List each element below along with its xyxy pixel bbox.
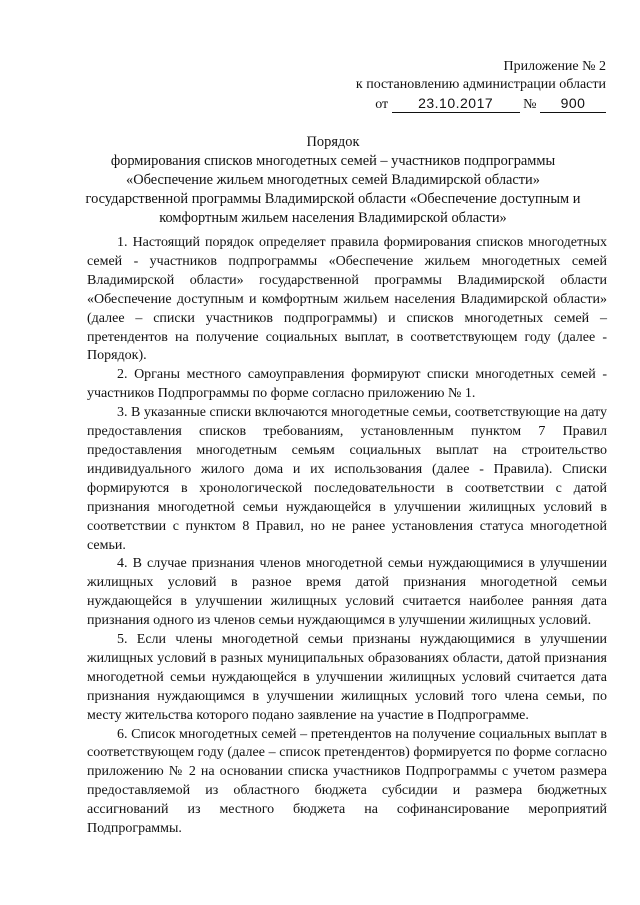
document-body: [87, 234, 607, 839]
paragraph-6: 6. Список многодетных семей – претендентов на получение социальных выплат в соответствующем году (далее – список претендентов) формируется по форме согласно приложению № 2 на основании списка участников Подпрограммы с учетом размера предоставляемой из областного бюджета субсидии и размера бюджетных ассигнований из местного бюджета на софинансирование мероприятий Подпрограммы.: [87, 726, 607, 837]
paragraph-3: 3. В указанные списки включаются многодетные семьи, соответствующие на дату предоставления списков требованиям, установленным пунктом 7 Правил предоставления многодетным семьям социальных выплат на строительство индивидуального жилого дома и их использования (далее - Правила). Списки формируются в хронологической последовательности в соответствии с датой признания многодетной семьи нуждающейся в улучшении жилищных условий в соответствии с пунктом 8 Правил, но не ранее установления статуса многодетной семьи.: [87, 405, 607, 553]
title-line-4: государственной программы Владимирской области «Обеспечение доступным и: [85, 191, 581, 207]
date-prefix: от: [375, 97, 389, 112]
date-number-line: [356, 94, 606, 114]
title-line-3: «Обеспечение жильем многодетных семей Владимирской области»: [126, 172, 540, 188]
paragraph-1: 1. Настоящий порядок определяет правила формирования списков многодетных семей - участников подпрограммы «Обеспечение жильем многодетных семей Владимирской области» государственной программы Владимирской области «Обеспечение доступным и комфортным жильем населения Владимирской области» (далее – списки участников подпрограммы) и списков многодетных семей – претендентов на получение социальных выплат, в соответствующем году (далее - Порядок).: [87, 235, 607, 364]
appendix-header: [356, 58, 606, 114]
title-line-5: комфортным жильем населения Владимирской области»: [159, 210, 507, 226]
paragraph-4: 4. В случае признания членов многодетной семьи нуждающимися в улучшении жилищных условий в разное время датой признания многодетной семьи нуждающейся в улучшении жилищных условий считается наиболее ранняя дата признания одного из членов семьи нуждающимся в улучшении жилищных условий.: [87, 556, 607, 629]
paragraph-5: 5. Если члены многодетной семьи признаны нуждающимися в улучшении жилищных условий в разных муниципальных образованиях области, датой признания многодетной семьи нуждающейся в улучшении жилищных условий считается дата признания нуждающимся в улучшении жилищных условий того члена семьи, по месту жительства которого подано заявление на участие в Подпрограмме.: [87, 632, 607, 723]
paragraph-2: 2. Органы местного самоуправления формируют списки многодетных семей - участников Подпрограммы по форме согласно приложению № 1.: [87, 367, 607, 402]
title-line-2: формирования списков многодетных семей – участников подпрограммы: [110, 153, 556, 169]
resolution-label: к постановлению администрации области: [355, 77, 606, 92]
appendix-label: Приложение № 2: [503, 59, 606, 74]
resolution-date: 23.10.2017: [392, 94, 520, 113]
title-line-1: Порядок: [306, 134, 360, 150]
resolution-number: 900: [540, 94, 606, 113]
number-prefix: №: [523, 97, 537, 112]
document-title: [60, 133, 606, 228]
